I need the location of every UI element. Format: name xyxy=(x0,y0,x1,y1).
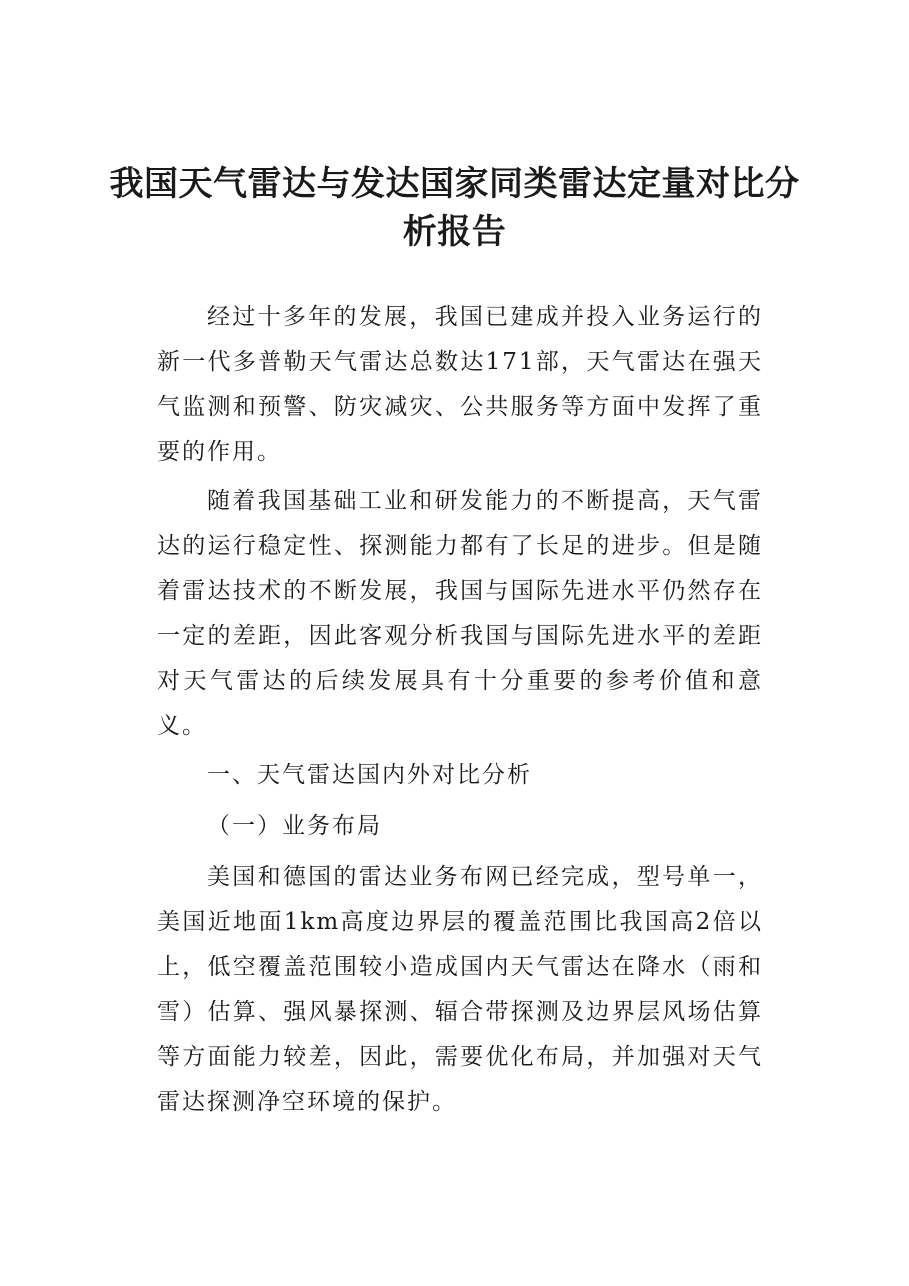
document-body xyxy=(157,295,763,1129)
section-heading: 一、天气雷达国内外对比分析 xyxy=(207,762,532,788)
section-paragraph: 美国和德国的雷达业务布网已经完成，型号单一，美国近地面1km高度边界层的覆盖范围比我国高2倍以上，低空覆盖范围较小造成国内天气雷达在降水（雨和雪）估算、强风暴探测、辐合带探测及边界层风场估算等方面能力较差，因此，需要优化布局，并加强对天气雷达探测净空环境的保护。 xyxy=(157,864,763,1115)
intro-paragraph-2: 随着我国基础工业和研发能力的不断提高，天气雷达的运行稳定性、探测能力都有了长足的进步。但是随着雷达技术的不断发展，我国与国际先进水平仍然存在一定的差距，因此客观分析我国与国际先进水平的差距对天气雷达的后续发展具有十分重要的参考价值和意义。 xyxy=(157,488,763,739)
intro-paragraph-1: 经过十多年的发展，我国已建成并投入业务运行的新一代多普勒天气雷达总数达171部，天气雷达在强天气监测和预警、防灾减灾、公共服务等方面中发挥了重要的作用。 xyxy=(157,304,763,465)
subsection-heading: （一）业务布局 xyxy=(207,813,382,839)
document-title: 我国天气雷达与发达国家同类雷达定量对比分析报告 xyxy=(109,164,800,252)
